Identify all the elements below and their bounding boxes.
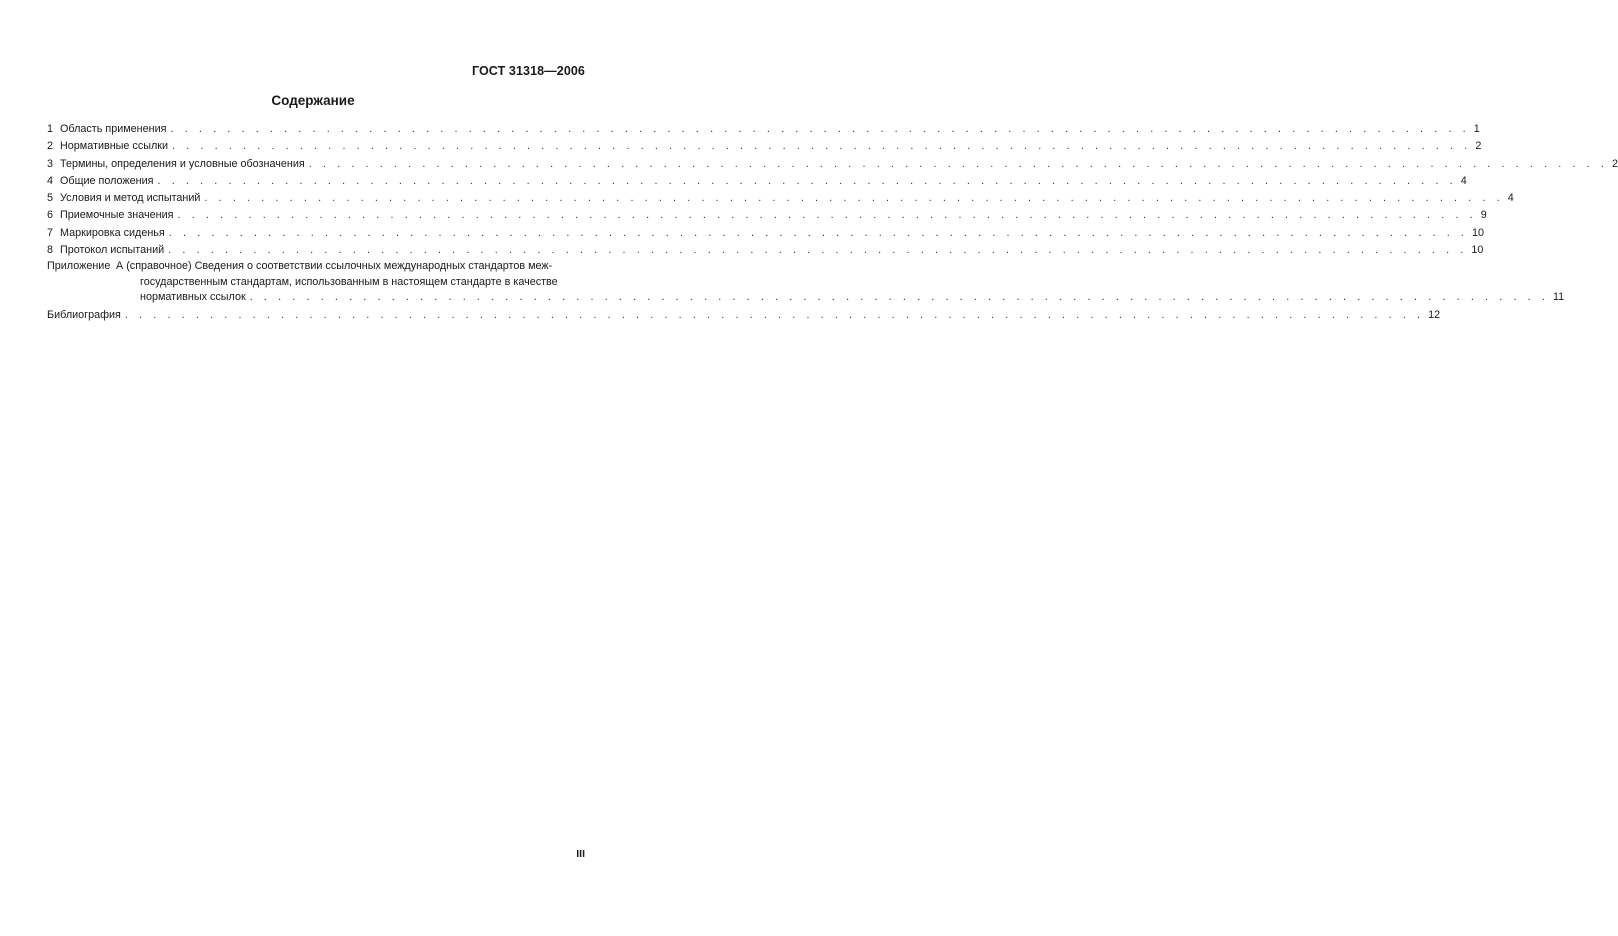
toc-entry[interactable] — [47, 242, 1484, 259]
toc-leader-dots — [169, 225, 1468, 242]
bibliography-page: 12 — [1428, 308, 1441, 321]
toc-entry-page: 2 — [1611, 157, 1618, 170]
toc-entry-page: 4 — [1507, 192, 1514, 205]
toc-title: Содержание — [271, 93, 355, 108]
toc-entry-number: 8 — [47, 244, 54, 257]
toc-leader-dots — [158, 173, 1457, 190]
toc-leader-dots — [168, 242, 1467, 259]
document-code: ГОСТ 31318—2006 — [471, 64, 585, 78]
toc-entry-page: 9 — [1480, 209, 1487, 222]
toc-entry-number: 2 — [47, 140, 54, 153]
toc-entry-number: 1 — [47, 123, 54, 135]
appendix-prefix: Приложение — [47, 260, 111, 273]
toc-entry[interactable] — [47, 138, 1482, 155]
toc-entry-label: Условия и метод испытаний — [60, 192, 201, 205]
page-number: III — [576, 848, 585, 860]
appendix-body — [116, 259, 1564, 305]
appendix-title-line-3 — [116, 290, 1564, 305]
toc-entry-label: Нормативные ссылки — [60, 140, 169, 153]
toc-leader-dots — [309, 156, 1608, 173]
toc-entry[interactable] — [47, 190, 1514, 207]
toc-entry-page: 10 — [1471, 244, 1484, 257]
bibliography-label: Библиография — [47, 308, 121, 321]
toc-entry-page: 4 — [1460, 174, 1467, 187]
toc-appendix-entry[interactable] — [47, 259, 1565, 305]
toc-entry[interactable] — [47, 156, 1618, 173]
toc-entry-number: 7 — [47, 226, 54, 239]
appendix-page: 11 — [1552, 291, 1565, 304]
toc-entry-label: Приемочные значения — [60, 209, 174, 222]
appendix-title-line-1: А (справочное) Сведения о соответствии ссылочных международных стандартов меж- — [116, 260, 553, 273]
toc-leader-dots — [178, 207, 1477, 224]
toc-entry-label: Общие положения — [60, 174, 154, 187]
toc-entry-label: Протокол испытаний — [60, 244, 165, 257]
toc-leader-dots — [125, 307, 1424, 324]
toc-leader-dots — [204, 190, 1503, 207]
toc-entry-page: 10 — [1472, 226, 1485, 239]
toc-leader-dots — [172, 138, 1471, 155]
toc-entry-number: 5 — [47, 192, 54, 205]
table-of-contents — [47, 121, 1618, 324]
appendix-title-line-3-text: нормативных ссылок — [140, 291, 246, 304]
toc-leader-dots — [171, 121, 1470, 138]
appendix-title-line-2: государственным стандартам, использованным в настоящем стандарте в качестве — [140, 275, 558, 288]
toc-entry[interactable] — [47, 173, 1467, 190]
toc-entry-label: Маркировка сиденья — [60, 226, 165, 239]
toc-entry-page: 2 — [1475, 140, 1482, 153]
toc-entry-number: 6 — [47, 209, 54, 222]
toc-bibliography-entry[interactable] — [47, 307, 1441, 324]
toc-entry-number: 4 — [47, 174, 54, 187]
toc-entry[interactable] — [47, 121, 1480, 138]
toc-entry[interactable] — [47, 225, 1485, 242]
toc-entry-number: 3 — [47, 157, 54, 170]
toc-entry-label: Область применения — [60, 123, 167, 135]
toc-entry-label: Термины, определения и условные обозначения — [60, 157, 305, 170]
toc-entry[interactable] — [47, 207, 1487, 224]
toc-entry-page: 1 — [1473, 123, 1480, 135]
toc-leader-dots — [250, 290, 1549, 305]
